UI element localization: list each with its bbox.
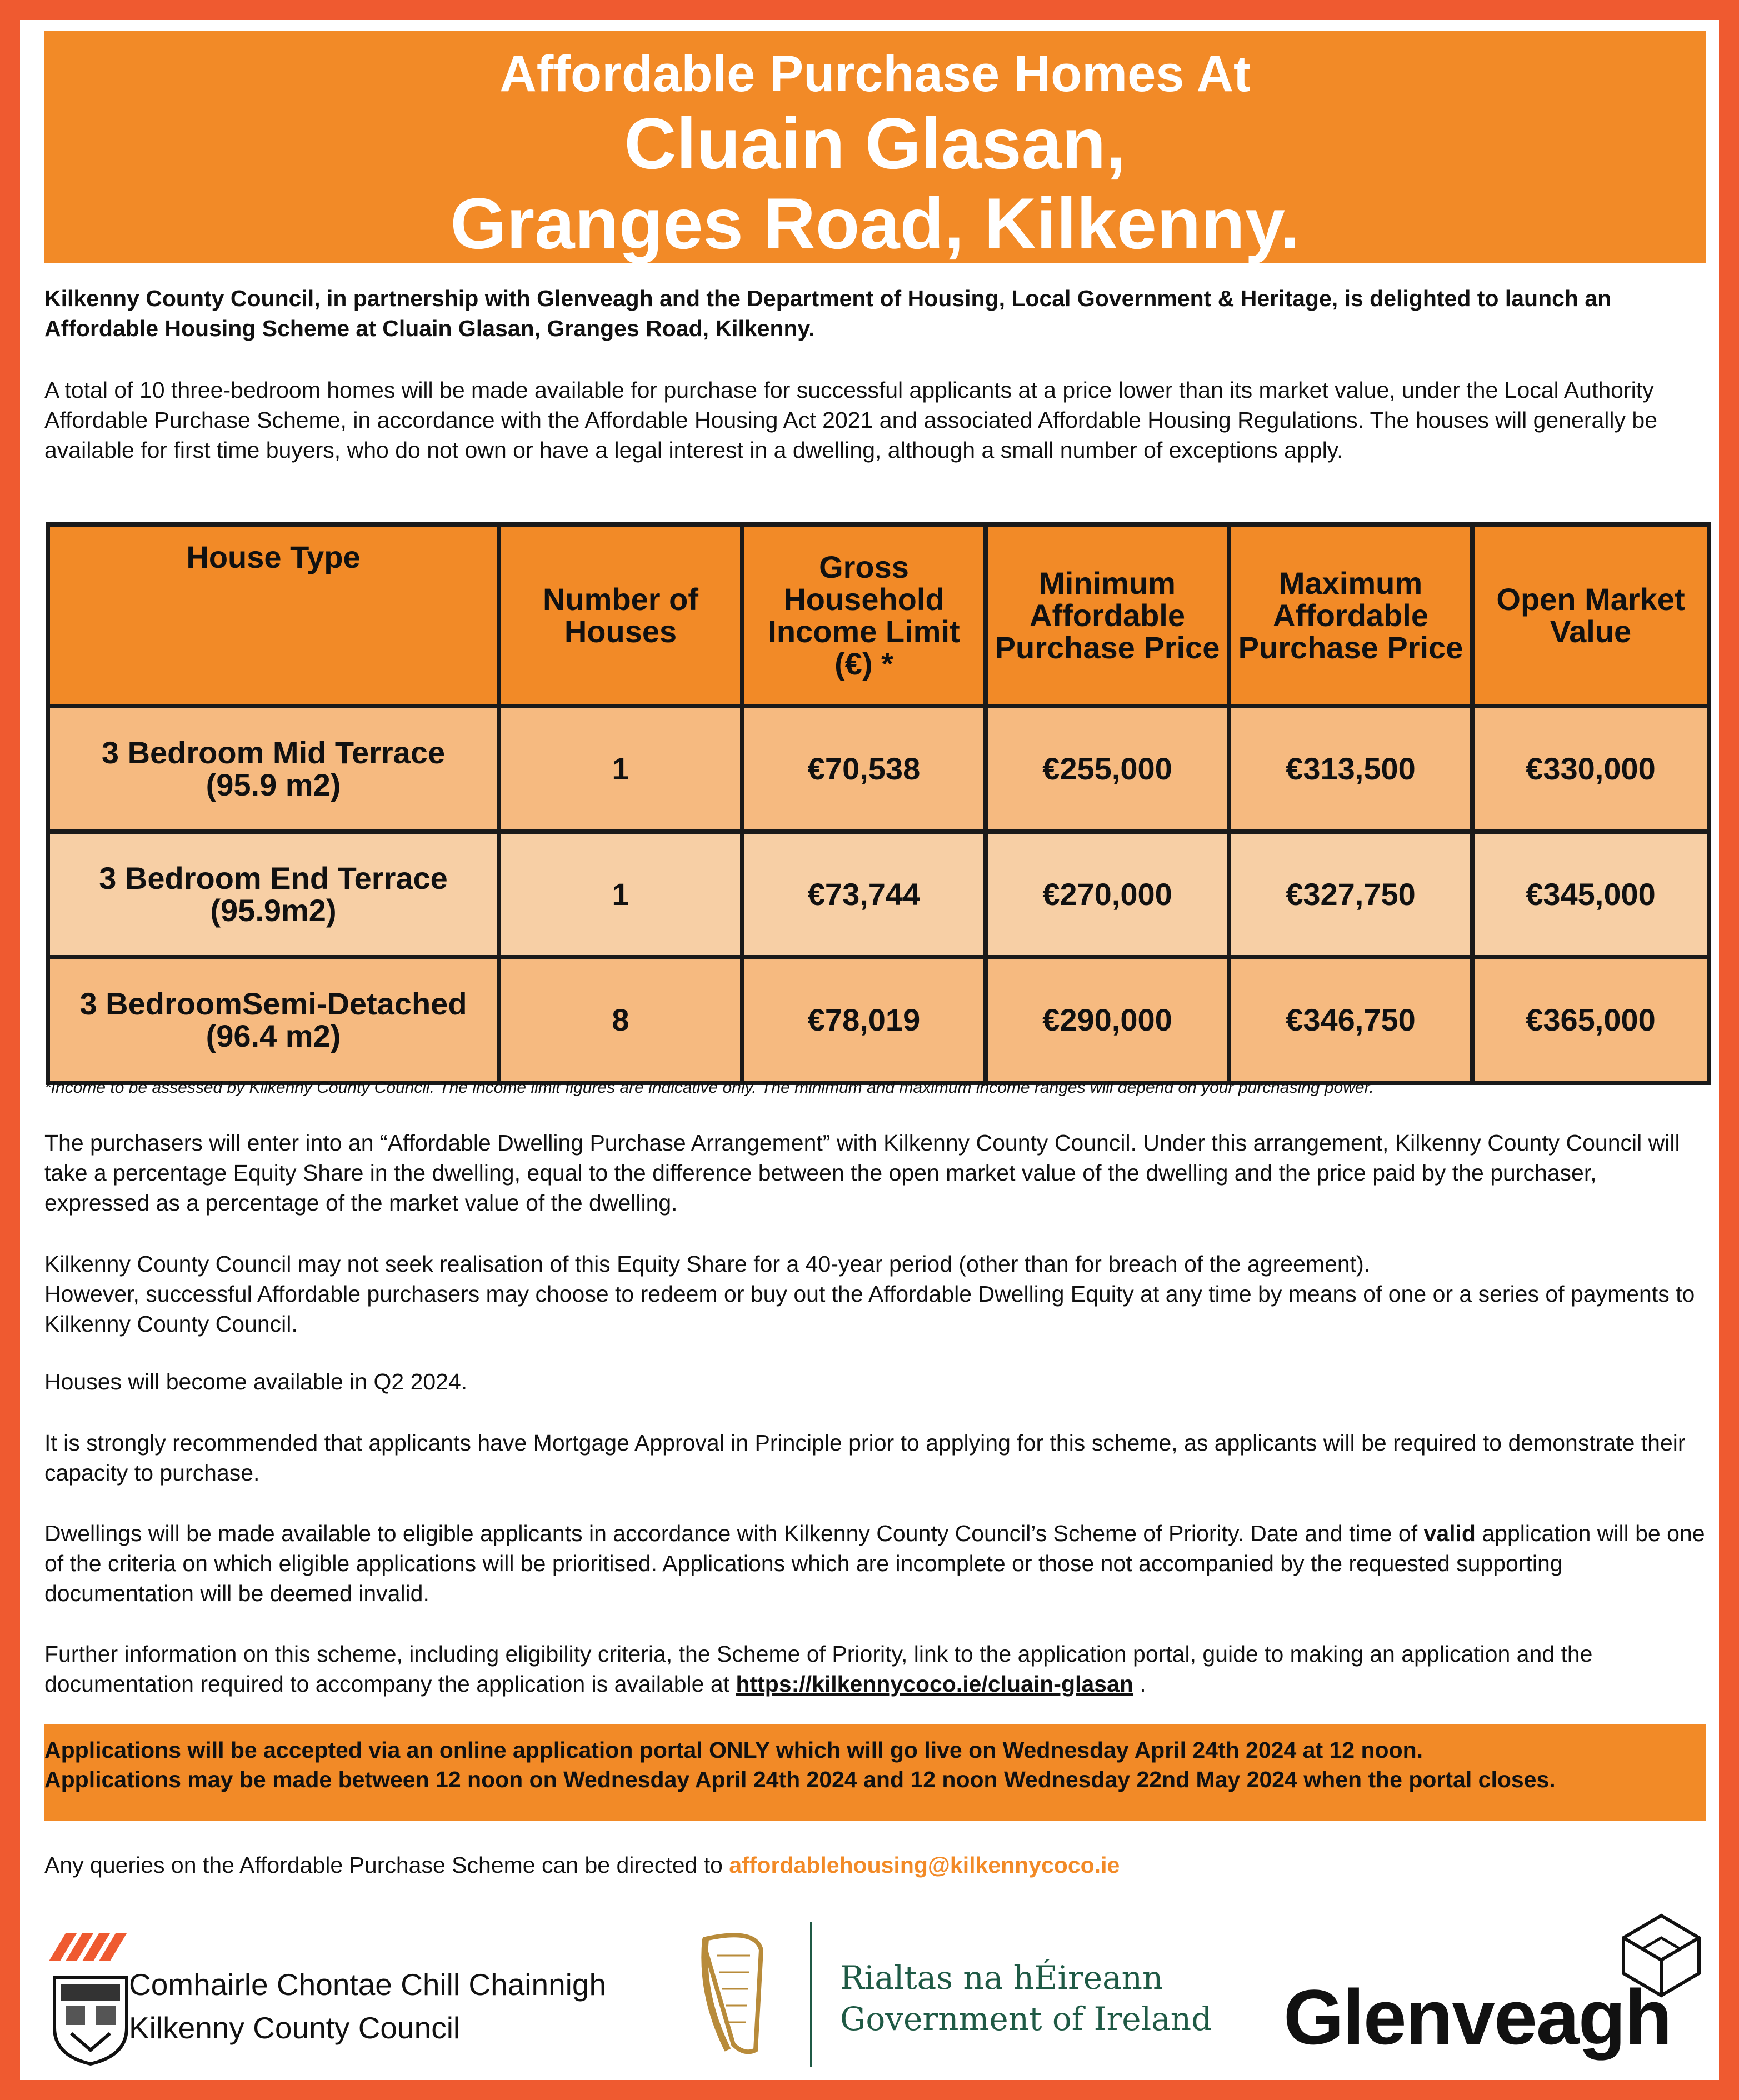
scheme-link[interactable]: https://kilkennycoco.ie/cluain-glasan xyxy=(736,1671,1133,1697)
house-size-label: (95.9m2) xyxy=(210,893,337,928)
house-type-label: 3 BedroomSemi-Detached xyxy=(79,986,467,1021)
logo-strip xyxy=(0,1911,1739,2078)
glenveagh-wordmark: Glenveagh xyxy=(1283,1973,1671,2061)
applications-line-1: Applications will be accepted via an online application portal ONLY which will go live on Wednesday April 24th 2024 at 12 noon. xyxy=(44,1737,1423,1763)
house-type-label: 3 Bedroom Mid Terrace xyxy=(101,735,446,770)
priority-paragraph xyxy=(44,1518,1706,1608)
further-info-end: . xyxy=(1133,1671,1146,1697)
cell-income: €70,538 xyxy=(742,706,986,832)
header-house-type: House Type xyxy=(48,524,499,706)
header-line-1: Affordable Purchase Homes At xyxy=(499,46,1251,102)
cell-house-type xyxy=(48,957,499,1083)
queries-email-link[interactable]: affordablehousing@kilkennycoco.ie xyxy=(729,1852,1120,1878)
cell-min-price: €270,000 xyxy=(986,832,1229,957)
intro-bold-paragraph: Kilkenny County Council, in partnership with Glenveagh and the Department of Housing, Local Government & Heritage, is delighted to launch an Affordable Housing Scheme at Cluain Glasan, Granges Road, Kilkenny. xyxy=(44,286,1612,341)
house-type-label: 3 Bedroom End Terrace xyxy=(99,861,448,896)
cell-house-type xyxy=(48,832,499,957)
mortgage-paragraph: It is strongly recommended that applicants have Mortgage Approval in Principle prior to applying for this scheme, as applicants will be required to demonstrate their capacity to purchase. xyxy=(44,1430,1686,1486)
intro-paragraph: A total of 10 three-bedroom homes will be made available for purchase for successful applicants at a price lower than its market value, under the Local Authority Affordable Purchase Scheme, in accordance with the Affordable Housing Act 2021 and associated Affordable Housing Regulations. The houses will generally be available for first time buyers, who do not own or have a legal interest in a dwelling, although a small number of exceptions apply. xyxy=(44,377,1657,463)
cell-open-market: €365,000 xyxy=(1472,957,1709,1083)
table-row xyxy=(48,706,1709,832)
priority-text: Dwellings will be made available to eligible applicants in accordance with Kilkenny County Council’s Scheme of Priority. Date and time of xyxy=(44,1521,1424,1546)
queries-text: Any queries on the Affordable Purchase Scheme can be directed to xyxy=(44,1852,729,1878)
gov-english-name: Government of Ireland xyxy=(840,2000,1212,2038)
equity-line-1: Kilkenny County Council may not seek realisation of this Equity Share for a 40-year period (other than for breach of the agreement). xyxy=(44,1251,1371,1277)
kcc-english-name: Kilkenny County Council xyxy=(129,2011,461,2045)
kcc-crest-icon xyxy=(49,1922,132,2067)
cell-income: €73,744 xyxy=(742,832,986,957)
header-min-price: Minimum Affordable Purchase Price xyxy=(986,524,1229,706)
cell-max-price: €346,750 xyxy=(1229,957,1472,1083)
further-info-paragraph xyxy=(44,1639,1706,1699)
equity-line-2: However, successful Affordable purchasers may choose to redeem or buy out the Affordable Dwelling Equity at any time by means of one or a series of payments to Kilkenny County Council. xyxy=(44,1281,1695,1337)
gov-divider xyxy=(810,1922,812,2067)
cell-open-market: €330,000 xyxy=(1472,706,1709,832)
priority-text-after: application will be one of the criteria on which eligible applications will be prioritised. Applications which are incomplete or those not accompanied by the requested supporting documentation will be deemed invalid. xyxy=(44,1521,1705,1606)
availability-paragraph: Houses will become available in Q2 2024. xyxy=(44,1369,468,1394)
cell-max-price: €313,500 xyxy=(1229,706,1472,832)
table-header-row xyxy=(48,524,1709,706)
cell-house-type xyxy=(48,706,499,832)
cell-number: 1 xyxy=(499,832,742,957)
table-row xyxy=(48,957,1709,1083)
equity-paragraph xyxy=(44,1249,1706,1339)
kcc-irish-name: Comhairle Chontae Chill Chainnigh xyxy=(129,1967,607,2002)
arrangement-paragraph: The purchasers will enter into an “Affordable Dwelling Purchase Arrangement” with Kilkenny County Council. Under this arrangement, Kilkenny County Council will take a percentage Equity Share in the dwelling, equal to the difference between the open market value of the dwelling and the price paid by the purchaser, expressed as a percentage of the market value of the dwelling. xyxy=(44,1130,1680,1216)
further-info-text: Further information on this scheme, including eligibility criteria, the Scheme of Priority, link to the application portal, guide to making an application and the documentation required to accompany the application is available at xyxy=(44,1641,1593,1697)
cell-max-price: €327,750 xyxy=(1229,832,1472,957)
house-size-label: (95.9 m2) xyxy=(206,767,341,802)
cell-number: 1 xyxy=(499,706,742,832)
cell-open-market: €345,000 xyxy=(1472,832,1709,957)
header-max-price: Maximum Affordable Purchase Price xyxy=(1229,524,1472,706)
applications-banner xyxy=(44,1724,1706,1821)
cell-number: 8 xyxy=(499,957,742,1083)
header-line-2: Cluain Glasan, xyxy=(624,103,1126,184)
income-footnote: *Income to be assessed by Kilkenny County Council. The income limit figures are indicative only. The minimum and maximum income ranges will depend on your purchasing power. xyxy=(44,1078,1374,1097)
header-income: Gross Household Income Limit (€) * xyxy=(742,524,986,706)
poster-header xyxy=(44,31,1706,263)
house-size-label: (96.4 m2) xyxy=(206,1018,341,1053)
harp-icon xyxy=(689,1928,772,2061)
glenveagh-cube-icon xyxy=(1617,1911,1706,2000)
table-row xyxy=(48,832,1709,957)
applications-line-2: Applications may be made between 12 noon on Wednesday April 24th 2024 and 12 noon Wednesday 22nd May 2024 when the portal closes. xyxy=(44,1767,1556,1792)
priority-bold-word: valid xyxy=(1423,1521,1476,1546)
header-open-market: Open Market Value xyxy=(1472,524,1709,706)
homes-table xyxy=(46,522,1711,1085)
cell-min-price: €255,000 xyxy=(986,706,1229,832)
header-number: Number of Houses xyxy=(499,524,742,706)
cell-income: €78,019 xyxy=(742,957,986,1083)
header-line-3: Granges Road, Kilkenny. xyxy=(450,183,1300,264)
queries-paragraph xyxy=(44,1850,1706,1880)
gov-irish-name: Rialtas na hÉireann xyxy=(840,1959,1163,1997)
cell-min-price: €290,000 xyxy=(986,957,1229,1083)
